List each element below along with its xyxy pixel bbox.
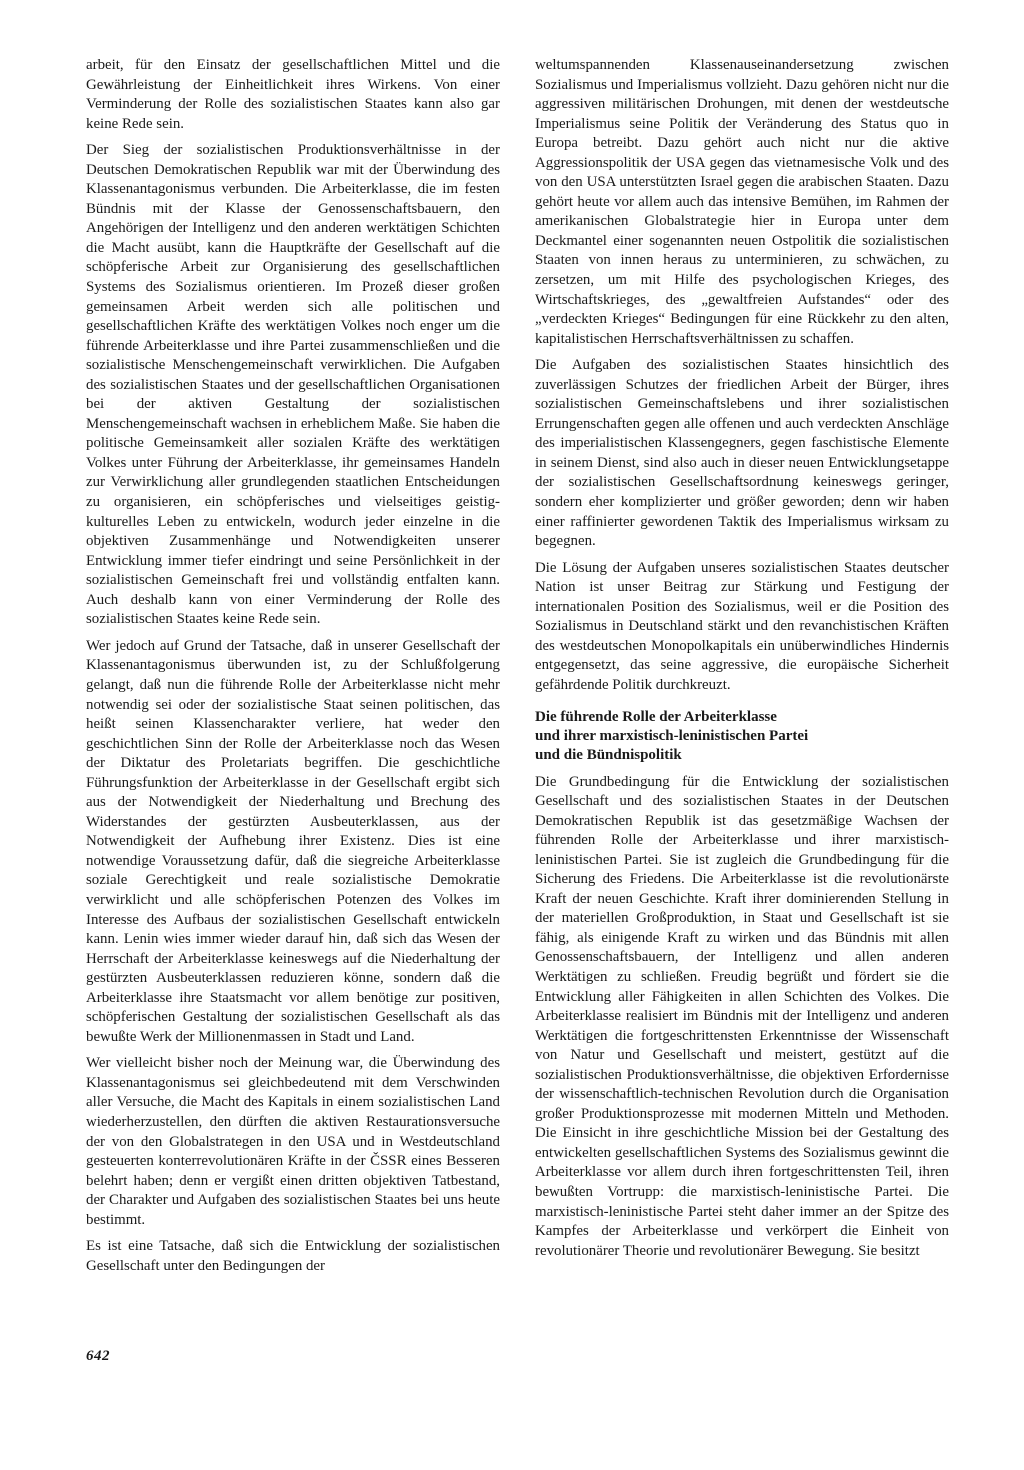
paragraph: Der Sieg der sozialistischen Produktionsverhältnisse in der Deutschen Demokratischen Republik war mit der Überwindung des Klassenantagonismus verbunden. Die Arbeiterklasse, die im festen Bündnis mit der Klasse der Genossenschaftsbauern, den Angehörigen der Intelligenz und den anderen werktätigen Schichten die Macht ausübt, kann die Hauptkräfte der Gesellschaft auf die schöpferische Arbeit zur Organisierung des gesellschaftlichen Systems des Sozialismus orientieren. Im Prozeß dieser großen gemeinsamen Arbeit werden sich alle politischen und gesellschaftlichen Kräfte des werktätigen Volkes noch enger um die führende Arbeiterklasse und ihre Partei zusammenschließen und die sozialistische Menschengemeinschaft verwirklichen. Die Aufgaben des sozialistischen Staates und der gesellschaftlichen Organisationen bei der aktiven Gestaltung der sozialistischen Menschengemeinschaft wachsen in erheblichem Maße. Sie haben die politische Gemeinsamkeit aller sozialen Kräfte des werktätigen Volkes unter Führung der Arbeiterklasse, ihr gemeinsames Handeln zur Verwirklichung aller grundlegenden staatlichen Entscheidungen zu organisieren, ein schöpferisches und vielseitiges geistig-kulturelles Leben zu entwickeln, wodurch jeder einzelne in die objektiven Zusammenhänge und Notwendigkeiten unserer Entwicklung immer tiefer eindringt und seine Persönlichkeit in der sozialistischen Gemeinschaft frei und vollständig entfalten kann. Auch deshalb kann von einer Verminderung der Rolle des sozialistischen Staates keine Rede sein. bbox=[86, 142, 500, 628]
section-heading bbox=[535, 708, 949, 765]
paragraph: Die Grundbedingung für die Entwicklung der sozialistischen Gesellschaft und des sozialistischen Staates in der Deutschen Demokratischen Republik ist das gesetzmäßige Wachsen der führenden Rolle der Arbeiterklasse und ihrer marxistisch-leninistischen Partei. Sie ist zugleich die Grundbedingung für die Sicherung des Friedens. Die Arbeiterklasse ist die revolutionärste Kraft der neuen Geschichte. Kraft ihrer dominierenden Stellung in der materiellen Großproduktion, in Staat und Gesellschaft ist sie fähig, als einigende Kraft zu wirken und das Bündnis mit allen Genossenschaftsbauern, der Intelligenz und allen anderen Werktätigen zu schließen. Freudig begrüßt und fördert sie die Entwicklung aller Fähigkeiten in allen Schichten des Volkes. Die Arbeiterklasse realisiert im Bündnis mit der Intelligenz und anderen Werktätigen die fortgeschrittensten Erkenntnisse der Wissenschaft von Natur und Gesellschaft und meistert, gestützt auf die sozialistischen Produktionsverhältnisse, die objektiven Erfordernisse der wissenschaftlich-technischen Revolution durch die Organisation großer Produktionsprozesse mit modernen Mitteln und Methoden. Die Einsicht in ihre geschichtliche Mission bei der Gestaltung des entwickelten gesellschaftlichen Systems des Sozialismus gewinnt die Arbeiterklasse vor allem durch ihren fortgeschrittensten Teil, ihren bewußten Vortrupp: die marxistisch-leninistische Partei. Die marxistisch-leninistische Partei steht daher immer an der Spitze des Kampfes der Arbeiterklasse und verkörpert die Einheit von revolutionärer Theorie und revolutionärer Bewegung. Sie besitzt bbox=[535, 773, 949, 1259]
left-column bbox=[86, 56, 500, 1283]
paragraph: Wer vielleicht bisher noch der Meinung war, die Überwindung des Klassenantagonismus sei gleichbedeutend mit dem Verschwinden aller Versuche, die Macht des Kapitals in einem sozialistischen Land wiederherzustellen, den dürften die aktiven Restaurationsversuche der von den Globalstrategen in den USA und in Westdeutschland gesteuerten konterrevolutionären Kräfte in der ČSSR eines Besseren belehrt haben; denn er vergißt einen dritten objektiven Tatbestand, der Charakter und Aufgaben des sozialistischen Staates bei uns heute bestimmt. bbox=[86, 1055, 500, 1228]
paragraph: Die Aufgaben des sozialistischen Staates hinsichtlich des zuverlässigen Schutzes der friedlichen Arbeit der Bürger, ihres sozialistischen Gemeinschaftslebens und ihrer sozialistischen Errungenschaften gegen alle offenen und auch verdeckten Anschläge des imperialistischen Klassengegners, gegen faschistische Elemente in seinem Dienst, sind also auch in dieser neuen Entwicklungsetappe der sozialistischen Gesellschaftsordnung keineswegs geringer, sondern eher komplizierter und größer geworden; denn wir haben einer raffinierter gewordenen Taktik des Imperialismus wirksam zu begegnen. bbox=[535, 357, 949, 550]
section-heading-line: und ihrer marxistisch-leninistischen Partei bbox=[535, 727, 809, 744]
paragraph: arbeit, für den Einsatz der gesellschaftlichen Mittel und die Gewährleistung der Einheitlichkeit ihres Wirkens. Von einer Verminderung der Rolle des sozialistischen Staates kann also gar keine Rede sein. bbox=[86, 57, 500, 132]
section-heading-line: Die führende Rolle der Arbeiterklasse bbox=[535, 708, 777, 725]
section-heading-line: und die Bündnispolitik bbox=[535, 746, 682, 763]
paragraph: Wer jedoch auf Grund der Tatsache, daß in unserer Gesellschaft der Klassenantagonismus überwunden ist, zu der Schlußfolgerung gelangt, daß nun die führende Rolle der Arbeiterklasse nicht mehr notwendig sei oder der sozialistische Staat seinen politischen, das heißt seinen Klassencharakter verliere, hat weder den geschichtlichen Sinn der Rolle der Arbeiterklasse noch das Wesen der Diktatur des Proletariats begriffen. Die geschichtliche Führungsfunktion der Arbeiterklasse in der Gesellschaft ergibt sich aus der Notwendigkeit der Niederhaltung und Brechung des Widerstandes der gestürzten Ausbeuterklassen, aus der Notwendigkeit der Aufhebung ihrer Existenz. Dies ist eine notwendige Voraussetzung dafür, daß die siegreiche Arbeiterklasse soziale Gerechtigkeit und reale sozialistische Demokratie verwirklicht und alle schöpferischen Potenzen des Volkes im Interesse des Aufbaus der sozialistischen Gesellschaft entwickeln kann. Lenin wies immer wieder darauf hin, daß sich das Wesen der Herrschaft der Arbeiterklasse keineswegs auf die Niederhaltung der gestürzten Ausbeuterklassen reduzieren könne, sondern daß die Arbeiterklasse ihre Staatsmacht vor allem benötige zur positiven, schöpferischen Gestaltung der sozialistischen Gesellschaft als das bewußte Werk der Millionenmassen in Stadt und Land. bbox=[86, 637, 500, 1045]
page-number: 642 bbox=[86, 1348, 110, 1364]
paragraph: Es ist eine Tatsache, daß sich die Entwicklung der sozialistischen Gesellschaft unter den Bedingungen der bbox=[86, 1238, 500, 1274]
paragraph: weltumspannenden Klassenauseinandersetzung zwischen Sozialismus und Imperialismus vollzieht. Dazu gehören nicht nur die aggressiven militärischen Drohungen, mit denen der westdeutsche Imperialismus seine Politik der Veränderung des Status quo in Europa betreibt. Dazu gehört auch nicht nur die aktive Aggressionspolitik der USA gegen das vietnamesische Volk und des von den USA unterstützten Israel gegen die arabischen Staaten. Dazu gehört heute vor allem auch das intensive Bemühen, im Rahmen der amerikanischen Globalstrategie hier in Europa unter dem Deckmantel einer sogenannten neuen Ostpolitik die sozialistischen Staaten von innen heraus zu unterminieren, zu schwächen, zu zersetzen, um mit Hilfe des psychologischen Krieges, des Wirtschaftskrieges, des „gewaltfreien Aufstandes“ oder des „verdeckten Krieges“ Bedingungen für eine Rückkehr zu den alten, kapitalistischen Herrschaftsverhältnissen zu schaffen. bbox=[535, 57, 949, 347]
right-column bbox=[535, 56, 949, 1268]
paragraph: Die Lösung der Aufgaben unseres sozialistischen Staates deutscher Nation ist unser Beitrag zur Stärkung und Festigung der internationalen Position des Sozialismus, weil er die Position des Sozialismus in Deutschland stärkt und den revanchistischen Kräften des westdeutschen Monopolkapitals ein unüberwindliches Hindernis entgegensetzt, das seine aggressive, die europäische Sicherheit gefährdende Politik durchkreuzt. bbox=[535, 559, 949, 693]
